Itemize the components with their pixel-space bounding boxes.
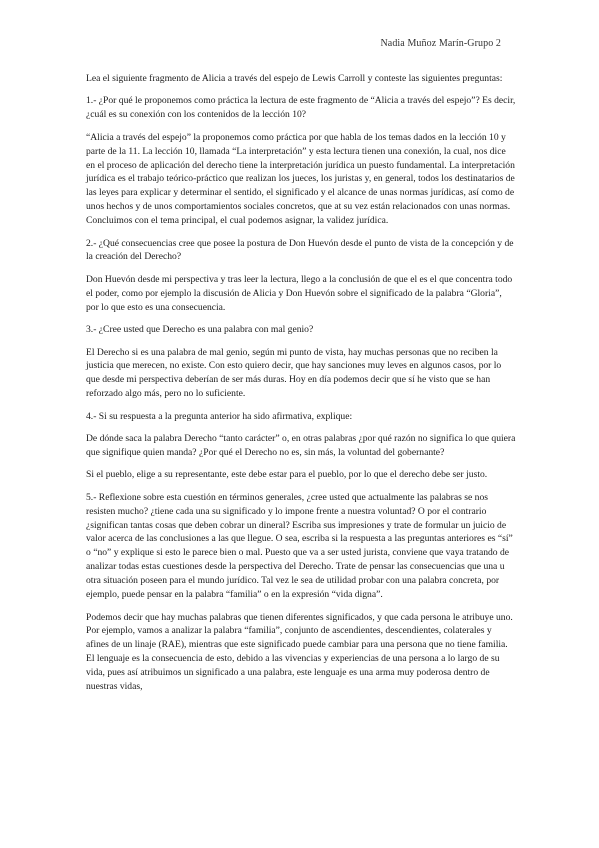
question-1: 1.- ¿Por qué le proponemos como práctica la lectura de este fragmento de “Alicia a través del espejo”? Es decir, ¿cuál es su conexión con los contenidos de la lección 10? xyxy=(86,95,516,121)
answer-1: “Alicia a través del espejo” la proponemos como práctica por que habla de los temas dados en la lección 10 y parte de la 11. La lección 10, llamada “La interpretación” y esta lectura tienen una conexión, la cual, nos dice en el proceso de aplicación del derecho tiene la interpretación jurídica un puesto fundamental. La interpretación jurídica es el trabajo teórico-práctico que realizan los jueces, los juristas y, en general, todos los destinatarios de las leyes para explicar y determinar el sentido, el significado y el alcance de unas normas jurídicas, así como de unos hechos y de unos comportamientos sociales concretos, que at su vez están relacionados con unas normas. Concluimos con el tema principal, el cual podemos asignar, la validez jurídica. xyxy=(86,131,515,227)
answer-3: El Derecho si es una palabra de mal genio, según mi punto de vista, hay muchas personas que no reciben la justicia que merecen, no existe. Con esto quiero decir, que hay sanciones muy leves en algunos casos, por lo que desde mi perspectiva deberían de ser más duras. Hoy en día podemos decir que sí he visto que se han reforzado algo más, pero no lo suficiente. xyxy=(86,346,502,400)
intro-instruction: Lea el siguiente fragmento de Alicia a través del espejo de Lewis Carroll y conteste las siguientes preguntas: xyxy=(86,73,503,84)
question-2: 2.- ¿Qué consecuencias cree que posee la postura de Don Huevón desde el punto de vista de la concepción y de la creación del Derecho? xyxy=(86,237,514,263)
question-5: 5.- Reflexione sobre esta cuestión en términos generales, ¿cree usted que actualmente las palabras se nos resisten mucho? ¿tiene cada una su significado y lo impone frente a nuestra voluntad? O por el contrario ¿significan tantas cosas que deben cobrar un dineral? Escriba sus impresiones y trate de formular un juicio de valor acerca de las conclusiones a las que llegue. O sea, escriba si la respuesta a las preguntas anteriores es “sí” o “no” y explique si esto le parece bien o mal. Puesto que va a ser usted jurista, conviene que vaya tratando de analizar todas estas cuestiones desde la perspectiva del Derecho. Trate de pensar las consecuencias que una u otra situación poseen para el mundo jurídico. Tal vez le sea de utilidad probar con una palabra concreta, por ejemplo, puede pensar en la palabra “familia” o en la expresión “vida digna”. xyxy=(86,491,513,601)
question-4-detail: De dónde saca la palabra Derecho “tanto carácter” o, en otras palabras ¿por qué razón no significa lo que quiera que signifique quien manda? ¿Por qué el Derecho no es, sin más, la voluntad del gobernante? xyxy=(86,433,516,458)
answer-5: Podemos decir que hay muchas palabras que tienen diferentes significados, y que cada persona le atribuye uno. Por ejemplo, vamos a analizar la palabra “familia”, conjunto de ascendientes, descendientes, colaterales y afines de un linaje (RAE), mientras que este significado puede cambiar para una persona que no tiene familia. El lenguaje es la consecuencia de esto, debido a las vivencias y experiencias de una persona a lo largo de su vida, pues así atribuimos un significado a una palabra, este lenguaje es una arma muy poderosa dentro de nuestras vidas, xyxy=(86,611,513,693)
page-header-author: Nadia Muñoz Marín-Grupo 2 xyxy=(380,38,501,49)
document-body xyxy=(86,72,516,702)
question-3: 3.- ¿Cree usted que Derecho es una palabra con mal genio? xyxy=(86,324,314,336)
answer-4: Si el pueblo, elige a su representante, este debe estar para el pueblo, por lo que el derecho debe ser justo. xyxy=(86,469,488,481)
question-4: 4.- Si su respuesta a la pregunta anterior ha sido afirmativa, explique: xyxy=(86,410,353,422)
answer-2: Don Huevón desde mi perspectiva y tras leer la lectura, llego a la conclusión de que el es el que concentra todo el poder, como por ejemplo la discusión de Alicia y Don Huevón sobre el significado de la palabra “Gloria”, por lo que esto es una consecuencia. xyxy=(86,273,513,313)
